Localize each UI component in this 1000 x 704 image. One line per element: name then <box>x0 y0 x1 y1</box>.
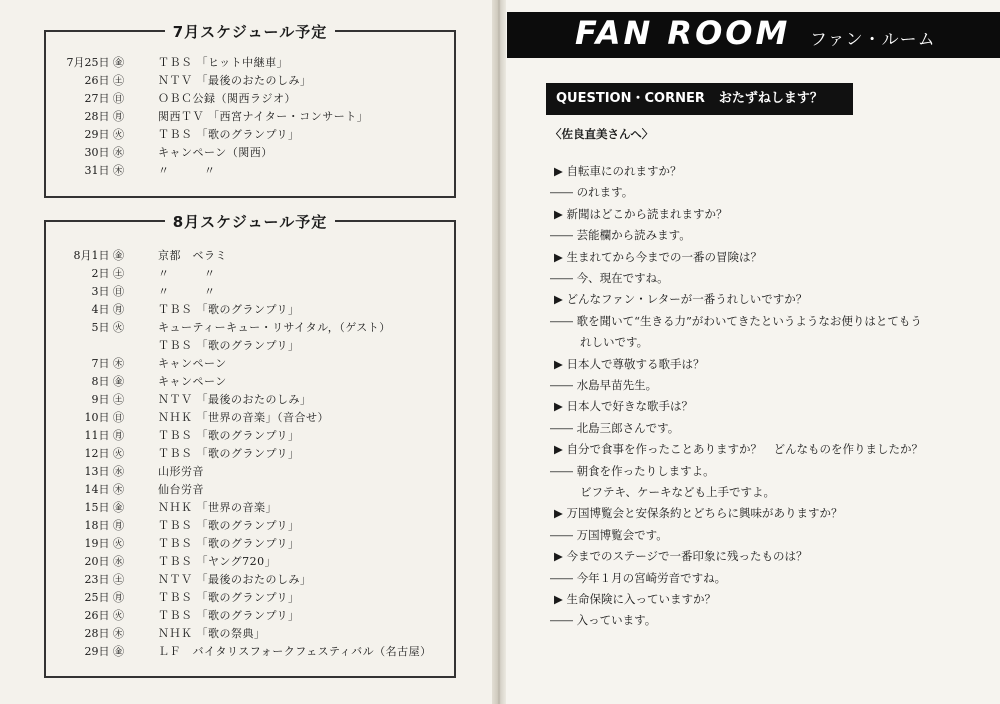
answer-continuation: ビフテキ、ケーキなども上手ですよ。 <box>580 485 776 499</box>
schedule-program: ＮＨＫ 「世界の音楽」（音合せ） <box>158 411 329 424</box>
schedule-program: ＴＢＳ 「歌のグランプリ」 <box>158 339 300 352</box>
july-schedule-box <box>44 23 456 198</box>
answer-line: ―― 水島早苗先生。 <box>550 378 658 392</box>
schedule-date: 31日 ㊍ <box>84 164 124 177</box>
question-line: ▶ 自転車にのれますか？ <box>554 164 682 178</box>
schedule-program: ＴＢＳ 「ヤング720」 <box>158 555 277 568</box>
schedule-date: 23日 ㊏ <box>84 573 124 586</box>
answer-line: ―― 今、現在ですね。 <box>550 271 669 285</box>
schedule-date: 8日 ㊎ <box>91 375 124 388</box>
schedule-program: ＬＦ バイタリスフォークフェスティバル（名古屋） <box>158 645 432 658</box>
schedule-program: ＴＢＳ 「歌のグランプリ」 <box>158 447 300 460</box>
answer-line: ―― 芸能欄から読みます。 <box>550 228 691 243</box>
schedule-date: 8月1日 ㊎ <box>73 249 124 262</box>
schedule-row <box>46 571 454 589</box>
schedule-date: 4日 ㊊ <box>91 303 124 316</box>
august-schedule-title: 8月スケジュール予定 <box>46 211 454 232</box>
schedule-row <box>46 553 454 571</box>
schedule-row <box>46 607 454 625</box>
schedule-row <box>46 72 454 90</box>
schedule-row <box>46 162 454 180</box>
schedule-program: 〃 〃 <box>158 267 216 280</box>
schedule-program: ＮＴＶ 「最後のおたのしみ」 <box>158 573 312 586</box>
schedule-program: キャンペーン <box>158 357 227 370</box>
schedule-row <box>46 126 454 144</box>
schedule-row <box>46 54 454 72</box>
answer-continuation: れしいです。 <box>580 335 649 350</box>
answer-line: ―― 今年１月の宮崎労音ですね。 <box>550 570 727 585</box>
question-line: ▶ 日本人で好きな歌手は？ <box>554 399 693 414</box>
schedule-program: ＴＢＳ 「歌のグランプリ」 <box>158 128 300 141</box>
schedule-row <box>46 499 454 517</box>
schedule-date: 14日 ㊍ <box>84 483 124 496</box>
schedule-program: ＮＨＫ 「歌の祭典」 <box>158 627 266 640</box>
schedule-program: キャンペーン <box>158 375 227 388</box>
schedule-row <box>46 319 454 337</box>
answer-line: ―― 朝食を作ったりしますよ。 <box>550 463 715 478</box>
schedule-row <box>46 463 454 481</box>
schedule-date: 29日 ㊎ <box>84 645 124 658</box>
schedule-date: 7月25日 ㊎ <box>66 56 124 69</box>
august-schedule-rows <box>46 247 454 661</box>
july-schedule-title: 7月スケジュール予定 <box>46 21 454 42</box>
answer-line: ―― のれます。 <box>550 185 634 200</box>
schedule-program: ＮＨＫ 「世界の音楽」 <box>158 501 277 514</box>
schedule-program: 山形労音 <box>158 465 204 478</box>
schedule-row <box>46 391 454 409</box>
schedule-program: ＴＢＳ 「歌のグランプリ」 <box>158 303 300 316</box>
schedule-date: 29日 ㊋ <box>84 128 124 141</box>
schedule-row <box>46 643 454 661</box>
fan-room-subtitle: ファン・ルーム <box>810 30 936 50</box>
schedule-row <box>46 355 454 373</box>
question-line: ▶ 日本人で尊敬する歌手は？ <box>554 356 705 371</box>
schedule-program: 〃 〃 <box>158 285 216 298</box>
question-line: ▶ 自分で食事を作ったことありますか？ どんなものを作りましたか？ <box>554 442 923 457</box>
schedule-row <box>46 445 454 463</box>
schedule-row <box>46 409 454 427</box>
schedule-row <box>46 265 454 283</box>
schedule-date: 13日 ㊌ <box>84 465 124 478</box>
schedule-row <box>46 535 454 553</box>
question-corner-header <box>546 83 853 115</box>
schedule-date: 25日 ㊊ <box>84 591 124 604</box>
schedule-program: 〃 〃 <box>158 164 216 177</box>
schedule-date: 10日 ㊐ <box>84 411 124 424</box>
schedule-row <box>46 247 454 265</box>
schedule-program: キューティーキュー・リサイタル，（ゲスト） <box>158 321 391 334</box>
schedule-date: 26日 ㊏ <box>84 74 124 87</box>
schedule-program: 京都 ベラミ <box>158 249 227 262</box>
schedule-date: 12日 ㊋ <box>84 447 124 460</box>
schedule-row <box>46 144 454 162</box>
question-line: ▶ どんなファン・レターが一番うれしいですか？ <box>554 292 808 307</box>
schedule-row <box>46 517 454 535</box>
schedule-row <box>46 589 454 607</box>
answer-line: ―― 歌を聞いて“生きる力”がわいてきたというようなお便りはとてもう <box>550 313 922 328</box>
schedule-date: 28日 ㊍ <box>84 627 124 640</box>
schedule-row <box>46 108 454 126</box>
schedule-date: 7日 ㊍ <box>91 357 124 370</box>
question-line: ▶ 万国博覧会と安保条約とどちらに興味がありますか？ <box>554 506 843 521</box>
schedule-program: ＴＢＳ 「歌のグランプリ」 <box>158 519 300 532</box>
schedule-date: 15日 ㊎ <box>84 501 124 514</box>
schedule-row <box>46 481 454 499</box>
schedule-date: 5日 ㊋ <box>91 321 124 334</box>
question-line: ▶ 新聞はどこから読まれますか？ <box>554 206 728 221</box>
schedule-row <box>46 337 454 355</box>
schedule-date: 2日 ㊏ <box>91 267 124 280</box>
schedule-row <box>46 301 454 319</box>
schedule-program: ＴＢＳ 「歌のグランプリ」 <box>158 537 300 550</box>
schedule-date: 18日 ㊊ <box>84 519 124 532</box>
schedule-row <box>46 427 454 445</box>
answer-line: ―― 万国博覧会です。 <box>550 527 668 542</box>
schedule-program: キャンペーン（関西） <box>158 146 273 159</box>
question-corner-subtitle: おたずねします？ <box>718 91 823 106</box>
question-line: ▶ 生命保険に入っていますか？ <box>554 592 716 606</box>
schedule-program: ＴＢＳ 「ヒット中継車」 <box>158 56 289 69</box>
schedule-program: ＴＢＳ 「歌のグランプリ」 <box>158 429 300 442</box>
schedule-program: ＮＴＶ 「最後のおたのしみ」 <box>158 393 312 406</box>
schedule-program: ＮＴＶ 「最後のおたのしみ」 <box>158 74 312 87</box>
book-spine <box>492 0 506 704</box>
question-line: ▶ 生まれてから今までの一番の冒険は？ <box>554 249 762 264</box>
schedule-date: 28日 ㊊ <box>84 110 124 123</box>
schedule-row <box>46 283 454 301</box>
schedule-date: 27日 ㊐ <box>84 92 124 105</box>
schedule-program: 仙台労音 <box>158 483 204 496</box>
july-schedule-rows <box>46 54 454 180</box>
schedule-date: 20日 ㊌ <box>84 555 124 568</box>
schedule-date: 3日 ㊐ <box>91 285 124 298</box>
schedule-date: 19日 ㊋ <box>84 537 124 550</box>
answer-line: ―― 北島三郎さんです。 <box>550 420 680 435</box>
schedule-program: ＯＢＣ公録（関西ラジオ） <box>158 92 296 105</box>
schedule-date: 30日 ㊌ <box>84 146 124 159</box>
fan-room-banner <box>507 12 1000 58</box>
schedule-date: 9日 ㊏ <box>91 393 124 406</box>
question-corner-title: QUESTION・CORNER <box>556 91 705 106</box>
schedule-row <box>46 625 454 643</box>
fan-room-title: FAN ROOM <box>575 14 791 52</box>
question-line: ▶ 今までのステージで一番印象に残ったものは？ <box>554 549 808 564</box>
schedule-date: 11日 ㊊ <box>84 429 124 442</box>
schedule-row <box>46 373 454 391</box>
schedule-program: ＴＢＳ 「歌のグランプリ」 <box>158 609 300 622</box>
schedule-program: ＴＢＳ 「歌のグランプリ」 <box>158 591 300 604</box>
schedule-date: 26日 ㊋ <box>84 609 124 622</box>
schedule-row <box>46 90 454 108</box>
answer-line: ―― 入っています。 <box>550 613 657 628</box>
schedule-program: 関西ＴＶ 「西宮ナイター・コンサート」 <box>158 110 369 123</box>
recipient-line: 〈佐良直美さんへ〉 <box>550 127 654 141</box>
august-schedule-box <box>44 213 456 678</box>
